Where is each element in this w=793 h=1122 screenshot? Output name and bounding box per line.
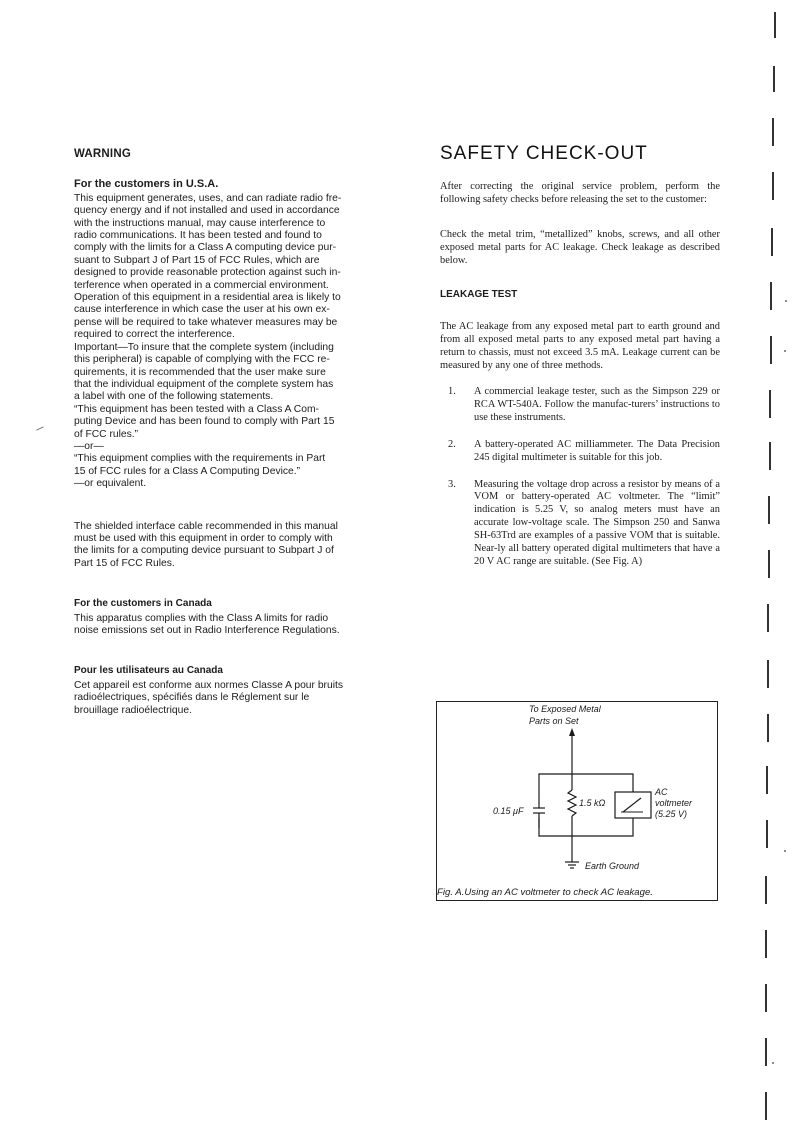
margin-mark — [36, 426, 44, 430]
voltmeter-icon — [615, 792, 651, 818]
figure-a — [436, 701, 718, 901]
arrow-up-icon — [569, 728, 575, 736]
safety-column — [440, 143, 720, 583]
binding-mark — [765, 876, 767, 904]
figure-caption: Fig. A.Using an AC voltmeter to check AC leakage. — [437, 887, 653, 898]
binding-mark — [769, 390, 771, 418]
text-line: “This equipment complies with the requirements in Part — [74, 453, 326, 465]
binding-dot — [784, 350, 786, 352]
text-line: quirements, it is recommended that the user make sure — [74, 366, 326, 378]
method-text: Measuring the voltage drop across a resistor by means of a VOM or battery-operated AC voltmeter. The “limit” indication is 5.25 V, so analog meters must have an accurate low-voltage scale. The Simpson 250 and Sanwa SH-63Trd are examples of a passive VOM that is suitable. Near-ly all battery operated digital multimeters that have a 20 V AC range are suitable. (See Fig. A) — [474, 478, 720, 567]
binding-mark — [765, 930, 767, 958]
binding-dot — [772, 1062, 774, 1064]
text-line: of FCC rules.” — [74, 428, 139, 440]
text-line: radio communications. It has been tested and found to — [74, 230, 322, 242]
usa-notice — [74, 193, 390, 491]
method-number: 2. — [448, 438, 456, 450]
leakage-paragraph: The AC leakage from any exposed metal part to earth ground and from all exposed metal parts to any exposed metal part having a return to chassis, must not exceed 3.5 mA. Leakage current can be measured by any one of three methods. — [440, 321, 720, 372]
text-line: Cet appareil est conforme aux normes Classe A pour bruits — [74, 679, 343, 691]
binding-mark — [767, 604, 769, 632]
text-line: quency energy and if not installed and used in accordance — [74, 205, 340, 217]
text-line: This apparatus complies with the Class A limits for radio — [74, 612, 329, 624]
text-line: terference when operated in a commercial environment. — [74, 279, 329, 291]
binding-mark — [766, 820, 768, 848]
binding-edge — [760, 0, 793, 1122]
text-line: a label with one of the following statements. — [74, 391, 274, 403]
text-line: comply with the limits for a Class A computing device pur- — [74, 242, 337, 254]
binding-mark — [768, 496, 770, 524]
resistor-label: 1.5 kΩ — [579, 798, 606, 808]
method-number: 1. — [448, 385, 456, 397]
meter-label-2: voltmeter — [655, 798, 693, 808]
text-line: that the individual equipment of the complete system has — [74, 378, 334, 390]
method-number: 3. — [448, 478, 456, 490]
text-line: cause interference in which case the user at his own ex- — [74, 304, 330, 316]
text-line: Operation of this equipment in a residential area is likely to — [74, 292, 341, 304]
text-line: Part 15 of FCC Rules. — [74, 557, 175, 569]
binding-mark — [769, 442, 771, 470]
binding-mark — [765, 1092, 767, 1120]
leakage-circuit-diagram — [437, 702, 717, 900]
text-line: pense will be required to take whatever measures may be — [74, 316, 338, 328]
binding-mark — [773, 66, 775, 92]
binding-mark — [774, 12, 776, 38]
canada-heading: For the customers in Canada — [74, 598, 212, 610]
method-item — [440, 386, 720, 425]
shielded-cable-notice — [74, 521, 390, 571]
text-line: This equipment generates, uses, and can radiate radio fre- — [74, 192, 342, 204]
text-line: with the instructions manual, may cause interference to — [74, 217, 326, 229]
method-text: A battery-operated AC milliammeter. The Data Precision 245 digital multimeter is suitable for this job. — [474, 438, 720, 463]
binding-mark — [765, 984, 767, 1012]
binding-dot — [784, 850, 786, 852]
text-line: radioélectriques, spécifiés dans le Réglement sur le — [74, 692, 310, 704]
binding-mark — [767, 714, 769, 742]
text-line: this peripheral) is capable of complying with the FCC re- — [74, 354, 330, 366]
binding-mark — [770, 336, 772, 364]
binding-mark — [772, 118, 774, 146]
meter-label-3: (5.25 V) — [655, 809, 688, 819]
method-item — [440, 479, 720, 569]
warning-heading: WARNING — [74, 148, 131, 160]
top-label-line-1: To Exposed Metal — [529, 704, 601, 714]
canada-notice — [74, 613, 390, 638]
text-line: Important—To insure that the complete system (including — [74, 341, 334, 353]
text-line: required to correct the interference. — [74, 329, 235, 341]
binding-mark — [767, 660, 769, 688]
text-line: suant to Subpart J of Part 15 of FCC Rules, which are — [74, 254, 320, 266]
text-line: designed to provide reasonable protection against such in- — [74, 267, 341, 279]
binding-mark — [772, 172, 774, 200]
binding-mark — [766, 766, 768, 794]
meter-label-1: AC — [655, 787, 668, 797]
binding-dot — [785, 300, 787, 302]
capacitor-label: 0.15 μF — [493, 806, 524, 816]
binding-mark — [770, 282, 772, 310]
binding-mark — [768, 550, 770, 578]
intro-paragraph: After correcting the original service problem, perform the following safety checks before releasing the set to the customer: — [440, 180, 720, 205]
text-line: must be used with this equipment in order to comply with — [74, 532, 333, 544]
text-line: puting Device and has been found to comply with Part 15 — [74, 416, 335, 428]
binding-mark — [765, 1038, 767, 1066]
ground-label: Earth Ground — [585, 861, 640, 871]
method-item — [440, 439, 720, 465]
text-line: —or equivalent. — [74, 478, 147, 490]
top-label-line-2: Parts on Set — [529, 716, 579, 726]
check-paragraph: Check the metal trim, “metallized” knobs, screws, and all other exposed metal parts for AC leakage. Check leakage as described below. — [440, 228, 720, 266]
canada-fr-notice — [74, 680, 390, 717]
safety-title: SAFETY CHECK-OUT — [440, 143, 648, 164]
method-text: A commercial leakage tester, such as the Simpson 229 or RCA WT-540A. Follow the manufac-turers’ instructions to use these instruments. — [474, 385, 720, 423]
text-line: the limits for a computing device pursuant to Subpart J of — [74, 545, 334, 557]
text-line: brouillage radioélectrique. — [74, 704, 192, 716]
text-line: —or— — [74, 440, 104, 452]
text-line: “This equipment has been tested with a Class A Com- — [74, 403, 319, 415]
leakage-heading: LEAKAGE TEST — [440, 289, 518, 301]
text-line: noise emissions set out in Radio Interference Regulations. — [74, 625, 340, 636]
text-line: The shielded interface cable recommended in this manual — [74, 520, 338, 532]
binding-mark — [771, 228, 773, 256]
canada-fr-heading: Pour les utilisateurs au Canada — [74, 665, 223, 677]
regulatory-column — [74, 148, 390, 717]
usa-heading: For the customers in U.S.A. — [74, 178, 219, 191]
text-line: 15 of FCC rules for a Class A Computing Device.” — [74, 465, 301, 477]
